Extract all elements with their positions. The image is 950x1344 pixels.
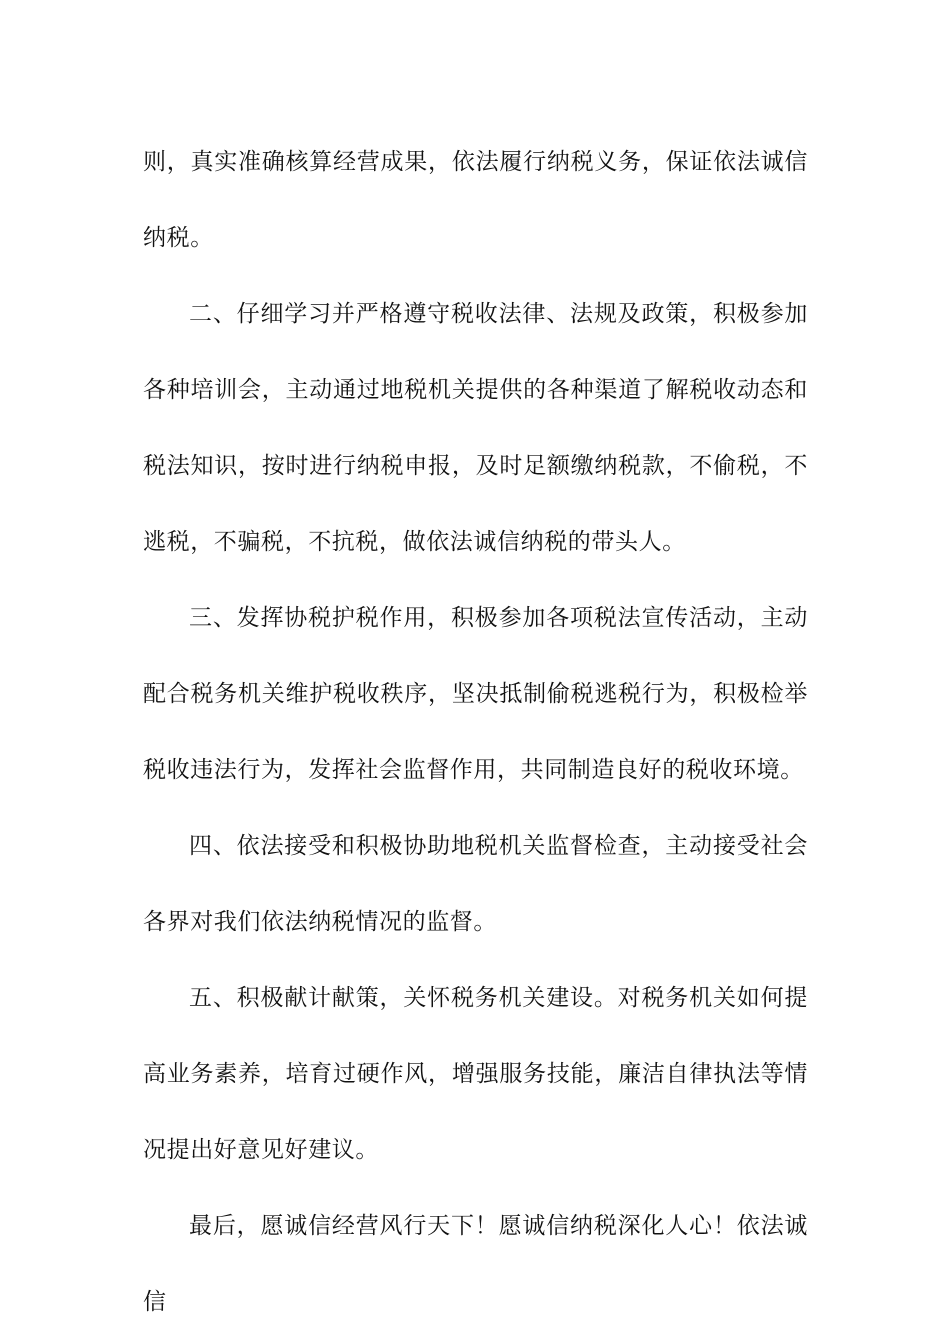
paragraph-item-2: 二、仔细学习并严格遵守税收法律、法规及政策，积极参加各种培训会，主动通过地税机关提供的各种渠道了解税收动态和税法知识，按时进行纳税申报，及时足额缴纳税款，不偷税，不逃税，不骗税，不抗税，做依法诚信纳税的带头人。: [143, 301, 808, 555]
paragraph-item-5: 五、积极献计献策，关怀税务机关建设。对税务机关如何提高业务素养，培育过硬作风，增强服务技能，廉洁自律执法等情况提出好意见好建议。: [143, 985, 808, 1163]
document-body: [143, 124, 808, 1340]
paragraph-continuation: 则，真实准确核算经营成果，依法履行纳税义务，保证依法诚信纳税。: [143, 149, 808, 251]
paragraph-item-3: 三、发挥协税护税作用，积极参加各项税法宣传活动，主动配合税务机关维护税收秩序，坚决抵制偷税逃税行为，积极检举税收违法行为，发挥社会监督作用，共同制造良好的税收环境。: [143, 605, 808, 783]
paragraph-item-4: 四、依法接受和积极协助地税机关监督检查，主动接受社会各界对我们依法纳税情况的监督。: [143, 833, 808, 935]
paragraph-closing: 最后，愿诚信经营风行天下！愿诚信纳税深化人心！依法诚信: [143, 1213, 808, 1315]
